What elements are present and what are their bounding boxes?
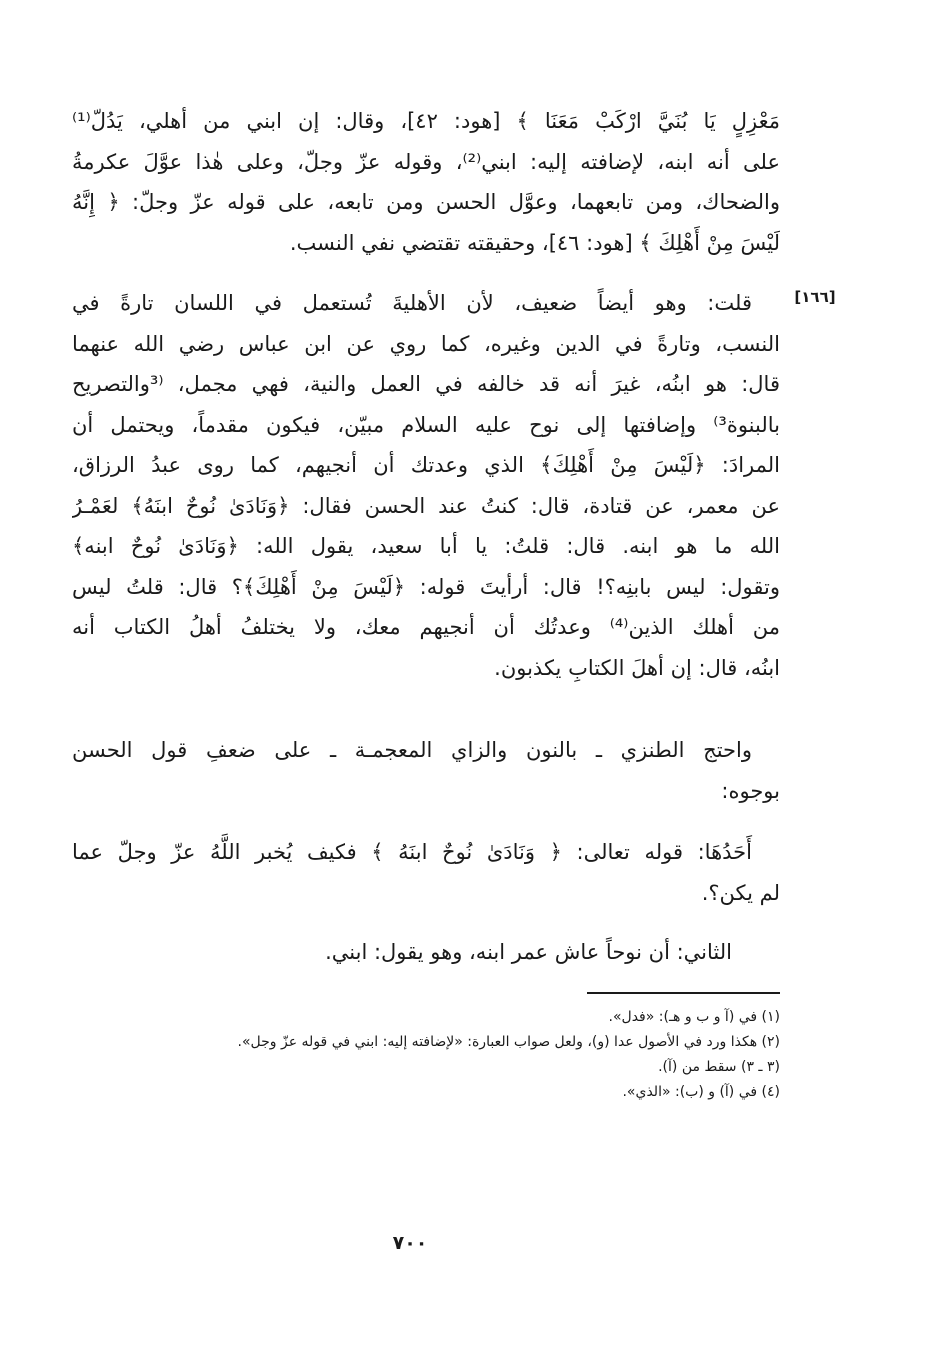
paragraph-2 (72, 283, 780, 688)
page-number: ٧٠٠ (392, 1232, 428, 1254)
footnotes (72, 1005, 780, 1105)
text-line: مَعْزِلٍ يَا بُنَيَّ ارْكَبْ مَعَنَا ﴾ [هود: ٤٢]، وقال: إن ابني من أهلي، يَدُلّ⁽¹⁾ (72, 109, 780, 133)
paragraph-5 (72, 932, 780, 973)
paragraph-4 (72, 832, 780, 913)
text-line: الله ما هو ابنه. قال: قلتُ: يا أبا سعيد، يقول الله: ﴿وَنَادَىٰ نُوحٌ ابنه﴾ (72, 534, 780, 558)
text-line: قلت: وهو أيضاً ضعيف، لأن الأهليةَ تُستعمل في اللسان تارةً في (72, 291, 752, 315)
text-line: والضحاك، ومن تابعهما، وعوَّل الحسن ومن تابعه، على قوله عزّ وجلّ: ﴿ إِنَّهُ (72, 190, 780, 214)
text-line: أَحَدُهَا: قوله تعالى: ﴿ وَنَادَىٰ نُوحٌ ابنَهُ ﴾ فكيف يُخبر اللَّهُ عزّ وجلّ عما (72, 840, 752, 864)
paragraph-1 (72, 101, 780, 263)
text-line: بالبنوة³⁾ وإضافتها إلى نوح عليه السلام مبيّن، فيكون مقدماً، ويحتمل أن (72, 412, 780, 437)
footnote-item: (٤) في (آ) و (ب): «الذي». (622, 1084, 780, 1100)
text-line: من أهلك الذين⁽⁴⁾ وعدتُك أن أنجيهم معك، ولا يختلفُ أهلُ الكتاب أنه (72, 615, 780, 639)
section-number: [١٦٦] (794, 288, 836, 306)
text-line: الثاني: أن نوحاً عاش عمر ابنه، وهو يقول: ابني. (325, 940, 732, 964)
text-line: قال: هو ابنُه، غيرَ أنه قد خالفه في العمل والنية، فهي مجمل، ⁽³والتصريح (72, 372, 780, 396)
footnote-item: (٣ ـ ٣) سقط من (آ). (658, 1059, 780, 1075)
text-line: واحتج الطنزي ـ بالنون والزاي المعجمـة ـ على ضعفِ قول الحسن (72, 738, 752, 762)
footnote-item: (١) في (آ و ب و هـ): «فدل». (608, 1009, 780, 1025)
text-line: النسب، وتارةً في الدين وغيره، كما روي عن ابن عباس رضي الله عنهما (72, 331, 780, 356)
footnote-item: (٢) هكذا ورد في الأصول عدا (و)، ولعل صواب العبارة: «لإضافته إليه: ابني في قوله عزّ وجل». (237, 1034, 780, 1050)
text-line: ابنُه، قال: إن أهلَ الكتابِ يكذبون. (494, 655, 780, 680)
text-line: وتقول: ليس بابنِه؟! قال: أرأيتَ قوله: ﴿لَيْسَ مِنْ أَهْلِكَ﴾؟ قال: قلتُ ليس (72, 574, 780, 599)
text-line: على أنه ابنه، لإضافته إليه: ابني⁽²⁾، وقوله عزّ وجلّ، وعلى هٰذا عوَّلَ عكرمةُ (72, 149, 780, 174)
text-line: لم يكن؟. (701, 880, 780, 905)
text-line: المرادَ: ﴿لَيْسَ مِنْ أَهْلِكَ﴾ الذي وعدتك أن أنجيهم، كما روى عبدُ الرزاق، (72, 453, 780, 477)
text-line: عن معمر، عن قتادة، قال: كنتُ عند الحسن فقال: ﴿وَنَادَىٰ نُوحٌ ابنَهُ﴾ لعَمْـرُ (72, 493, 780, 518)
footnote-separator (587, 992, 780, 994)
paragraph-3 (72, 730, 780, 811)
text-line: لَيْسَ مِنْ أَهْلِكَ ﴾ [هود: ٤٦]، وحقيقته تقتضي نفي النسب. (289, 230, 780, 255)
text-line: بوجوه: (721, 778, 780, 803)
